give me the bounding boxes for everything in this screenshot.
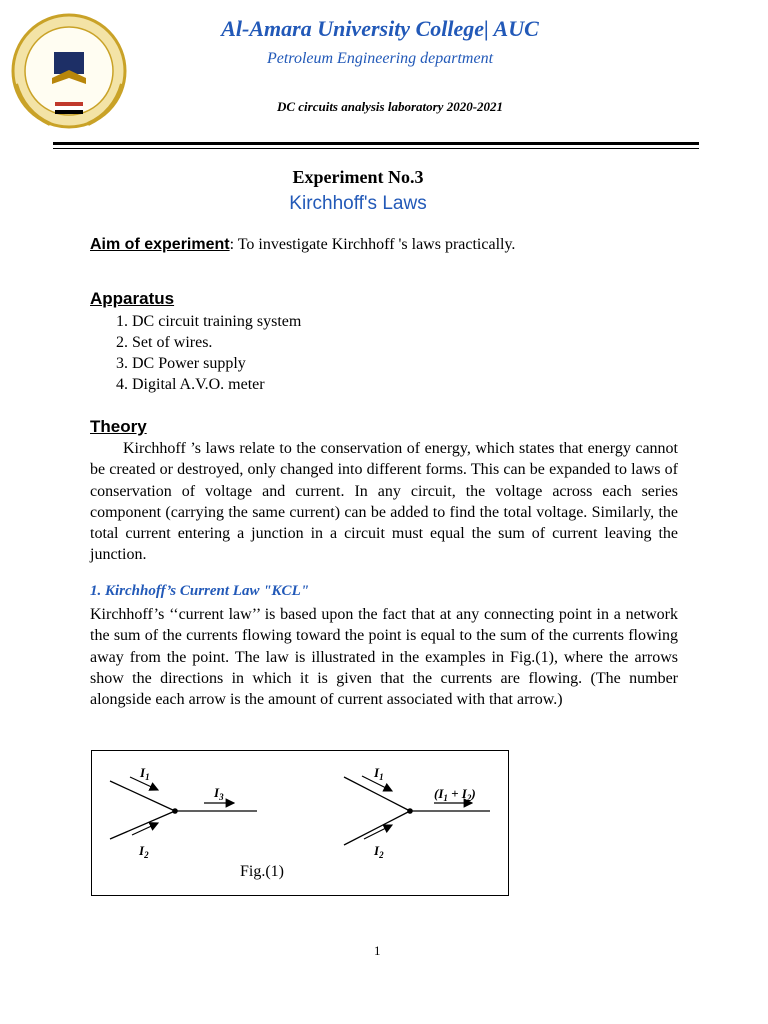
theory-heading: Theory — [90, 417, 147, 436]
label-i3: $I_3$ — [214, 785, 224, 802]
label-i1: $I_1$ — [374, 765, 384, 782]
experiment-number: Experiment No.3 — [292, 167, 424, 187]
junction-left — [110, 765, 257, 860]
page-number: 1 — [374, 943, 381, 958]
list-item: 1. DC circuit training system — [116, 313, 302, 330]
aim-section — [90, 236, 690, 254]
aim-text: : To investigate Kirchhoff 's laws practically. — [229, 236, 516, 253]
kcl-paragraph: Kirchhoff’s ‘‘current law’’ is based upon the fact that at any connecting point in a network the sum of the currents flowing toward the point is equal to the sum of the currents flowing away from the point. The law is illustrated in the examples in Fig.(1), where the arrows show the directions in which it is given that the currents are flowing. (The number alongside each arrow is the amount of current associated with that arrow.) — [90, 606, 678, 709]
aim-label: Aim of experiment — [90, 236, 230, 253]
experiment-title: Kirchhoff's Laws — [289, 193, 427, 214]
kcl-heading: 1. Kirchhoff’s Current Law "KCL" — [90, 583, 310, 599]
junction-node — [407, 808, 413, 814]
lab-title: DC circuits analysis laboratory 2020-2021 — [276, 99, 504, 114]
college-logo — [10, 12, 128, 130]
junction-node — [172, 808, 178, 814]
header-rule-thin — [53, 148, 699, 149]
junction-right — [344, 765, 490, 860]
list-item: 2. Set of wires. — [116, 334, 213, 351]
theory-paragraph: Kirchhoff ’s laws relate to the conservation of energy, which states that energy cannot be created or destroyed, only changed into different forms. This can be expanded to laws of conservation of voltage and current. In any circuit, the voltage across each series component (carrying the same current) can be added to find the total voltage. Similarly, the total current entering a junction in a circuit must equal the sum of current leaving the junction. — [90, 440, 678, 564]
university-name: Al-Amara University College| AUC — [221, 16, 539, 41]
label-i2: $I_2$ — [139, 843, 149, 860]
apparatus-list — [116, 311, 301, 395]
label-i1-plus-i2: $(I_1 + I_2)$ — [434, 786, 476, 803]
kcl-junction-diagram — [92, 751, 508, 895]
label-i1: $I_1$ — [140, 765, 150, 782]
list-item: 4. Digital A.V.O. meter — [116, 376, 265, 393]
apparatus-heading: Apparatus — [90, 289, 175, 308]
figure-caption: Fig.(1) — [240, 863, 284, 880]
department-name: Petroleum Engineering department — [266, 50, 494, 67]
label-i2: $I_2$ — [374, 843, 384, 860]
header-rule-thick — [53, 142, 699, 145]
list-item: 3. DC Power supply — [116, 355, 246, 372]
